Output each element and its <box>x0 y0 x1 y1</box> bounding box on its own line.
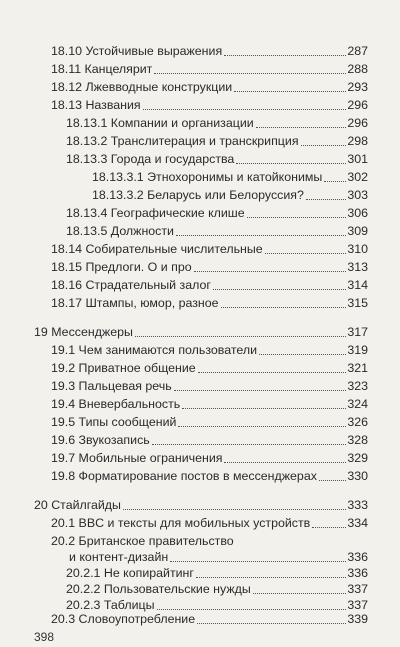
toc-entry <box>51 343 368 358</box>
leader-dots <box>197 623 346 624</box>
toc-entry-label: 18.16 Страдательный залог <box>51 278 211 292</box>
toc-entry-page: 302 <box>347 170 368 184</box>
toc-entry-label: 19 Мессенджеры <box>34 325 133 339</box>
leader-dots <box>174 390 347 391</box>
toc-entry-label: 20.2.3 Таблицы <box>66 598 155 612</box>
toc-entry <box>51 379 368 394</box>
leader-dots <box>170 561 346 562</box>
toc-entry-page: 303 <box>347 188 368 202</box>
toc-entry <box>69 550 368 565</box>
toc-entry <box>51 98 368 113</box>
toc-entry <box>66 224 368 239</box>
toc-entry-page: 317 <box>347 325 368 339</box>
toc-entry <box>51 415 368 430</box>
toc-entry-label: 18.17 Штампы, юмор, разное <box>51 296 219 310</box>
leader-dots <box>196 577 346 578</box>
toc-entry <box>51 433 368 448</box>
toc-entry <box>66 566 368 581</box>
toc-entry-label: 20.3 Словоупотребление <box>51 612 196 626</box>
toc-entry-page: 336 <box>347 566 368 580</box>
toc-entry-page: 306 <box>347 206 368 220</box>
toc-entry-page: 301 <box>347 152 368 166</box>
toc-entry-label: 19.3 Пальцевая речь <box>51 379 172 393</box>
toc-entry-label: 19.2 Приватное общение <box>51 361 196 375</box>
toc-entry-page: 293 <box>347 80 368 94</box>
leader-dots <box>182 408 346 409</box>
toc-entry-page: 310 <box>347 242 368 256</box>
toc-entry <box>66 134 368 149</box>
leader-dots <box>324 181 346 182</box>
toc-chapter <box>34 325 368 340</box>
toc-entry-page: 313 <box>347 260 368 274</box>
toc-entry-label: 19.7 Мобильные ограничения <box>51 451 223 465</box>
toc-entry <box>66 582 368 597</box>
toc-entry <box>66 152 368 167</box>
toc-entry-page: 328 <box>347 433 368 447</box>
toc-entry-label: 18.13.5 Должности <box>66 224 174 238</box>
leader-dots <box>236 163 346 164</box>
toc-entry <box>51 242 368 257</box>
toc-entry-page: 319 <box>347 343 368 357</box>
toc-entry-page: 315 <box>347 296 368 310</box>
toc-entry-label: 18.13.2 Транслитерация и транскрипция <box>66 134 299 148</box>
toc-entry <box>66 598 368 613</box>
toc-entry-label: 18.13.1 Компании и организации <box>66 116 254 130</box>
toc-entry-label: 18.11 Канцелярит <box>51 62 153 76</box>
leader-dots <box>319 480 346 481</box>
toc-entry-page: 329 <box>347 451 368 465</box>
leader-dots <box>301 145 347 146</box>
toc-entry-label: 19.5 Типы сообщений <box>51 415 177 429</box>
leader-dots <box>221 307 347 308</box>
toc-entry-page: 337 <box>347 582 368 596</box>
toc-entry-page: 309 <box>347 224 368 238</box>
toc-entry-page: 324 <box>347 397 368 411</box>
leader-dots <box>306 199 346 200</box>
leader-dots <box>152 444 347 445</box>
leader-dots <box>198 372 347 373</box>
toc-entry-label: 19.6 Звукозапись <box>51 433 150 447</box>
leader-dots <box>256 127 347 128</box>
leader-dots <box>213 289 346 290</box>
toc-entry-page: 326 <box>347 415 368 429</box>
leader-dots <box>265 253 347 254</box>
toc-entry-label: 20.2.2 Пользовательские нужды <box>66 582 251 596</box>
toc-entry <box>51 612 368 627</box>
toc-entry <box>92 188 368 203</box>
leader-dots <box>135 336 346 337</box>
leader-dots <box>194 271 347 272</box>
leader-dots <box>312 527 346 528</box>
toc-entry-label: 18.12 Лжевводные конструкции <box>51 80 233 94</box>
toc-entry-page: 287 <box>347 44 368 58</box>
toc-entry <box>51 469 368 484</box>
toc-entry-page: 330 <box>347 469 368 483</box>
toc-entry <box>51 451 368 466</box>
toc-entry <box>51 80 368 95</box>
toc-entry <box>51 397 368 412</box>
toc-entry-label: 18.10 Устойчивые выражения <box>51 44 223 58</box>
toc-entry-page: 314 <box>347 278 368 292</box>
toc-entry-page: 288 <box>347 62 368 76</box>
toc-entry-page: 339 <box>347 612 368 626</box>
toc-entry-page: 321 <box>347 361 368 375</box>
toc-entry-label: 18.15 Предлоги. О и про <box>51 260 192 274</box>
toc-entry-label: 19.1 Чем занимаются пользователи <box>51 343 257 357</box>
toc-entry <box>51 516 368 531</box>
toc-entry-label: 19.8 Форматирование постов в мессенджерах <box>51 469 317 483</box>
toc-entry <box>51 361 368 376</box>
leader-dots <box>157 609 347 610</box>
toc-entry-label: 18.13.3 Города и государства <box>66 152 235 166</box>
leader-dots <box>123 509 346 510</box>
toc-entry-label: 18.13.3.2 Беларусь или Белоруссия? <box>92 188 304 202</box>
toc-entry-page: 333 <box>347 498 368 512</box>
leader-dots <box>234 91 346 92</box>
toc-entry-label: 18.13.4 Географические клише <box>66 206 245 220</box>
toc-entry <box>51 260 368 275</box>
toc-entry-page: 296 <box>347 116 368 130</box>
toc-entry-label: 18.13.3.1 Этнохоронимы и катойконимы <box>92 170 323 184</box>
toc-entry-page: 336 <box>347 550 368 564</box>
leader-dots <box>259 354 346 355</box>
toc-entry <box>51 62 368 77</box>
toc-entry-label: 20 Стайлгайды <box>34 498 121 512</box>
toc-entry-label: 20.2 Британское правительство <box>51 534 234 548</box>
toc-entry <box>51 278 368 293</box>
toc-entry-label: 18.14 Собирательные числительные <box>51 242 263 256</box>
leader-dots <box>143 109 347 110</box>
page-number: 398 <box>34 630 55 644</box>
toc-entry-label: 20.1 BBC и тексты для мобильных устройств <box>51 516 311 530</box>
toc-entry <box>66 206 368 221</box>
toc-entry <box>92 170 368 185</box>
leader-dots <box>178 426 346 427</box>
toc-entry-label: 20.2.1 Не копирайтинг <box>66 566 194 580</box>
toc-entry <box>66 116 368 131</box>
leader-dots <box>224 55 346 56</box>
toc-entry <box>51 296 368 311</box>
toc-entry-label: и контент-дизайн <box>69 550 169 564</box>
toc-chapter <box>34 498 368 513</box>
toc-entry-label: 19.4 Вневербальность <box>51 397 181 411</box>
toc-entry-page: 323 <box>347 379 368 393</box>
toc-entry-page: 337 <box>347 598 368 612</box>
toc-entry-page: 296 <box>347 98 368 112</box>
toc-entry-page: 334 <box>347 516 368 530</box>
leader-dots <box>154 73 346 74</box>
toc-entry-page: 298 <box>347 134 368 148</box>
leader-dots <box>176 235 346 236</box>
leader-dots <box>247 217 347 218</box>
leader-dots <box>253 593 347 594</box>
leader-dots <box>224 462 346 463</box>
toc-entry <box>51 44 368 59</box>
toc-entry-label: 18.13 Названия <box>51 98 141 112</box>
